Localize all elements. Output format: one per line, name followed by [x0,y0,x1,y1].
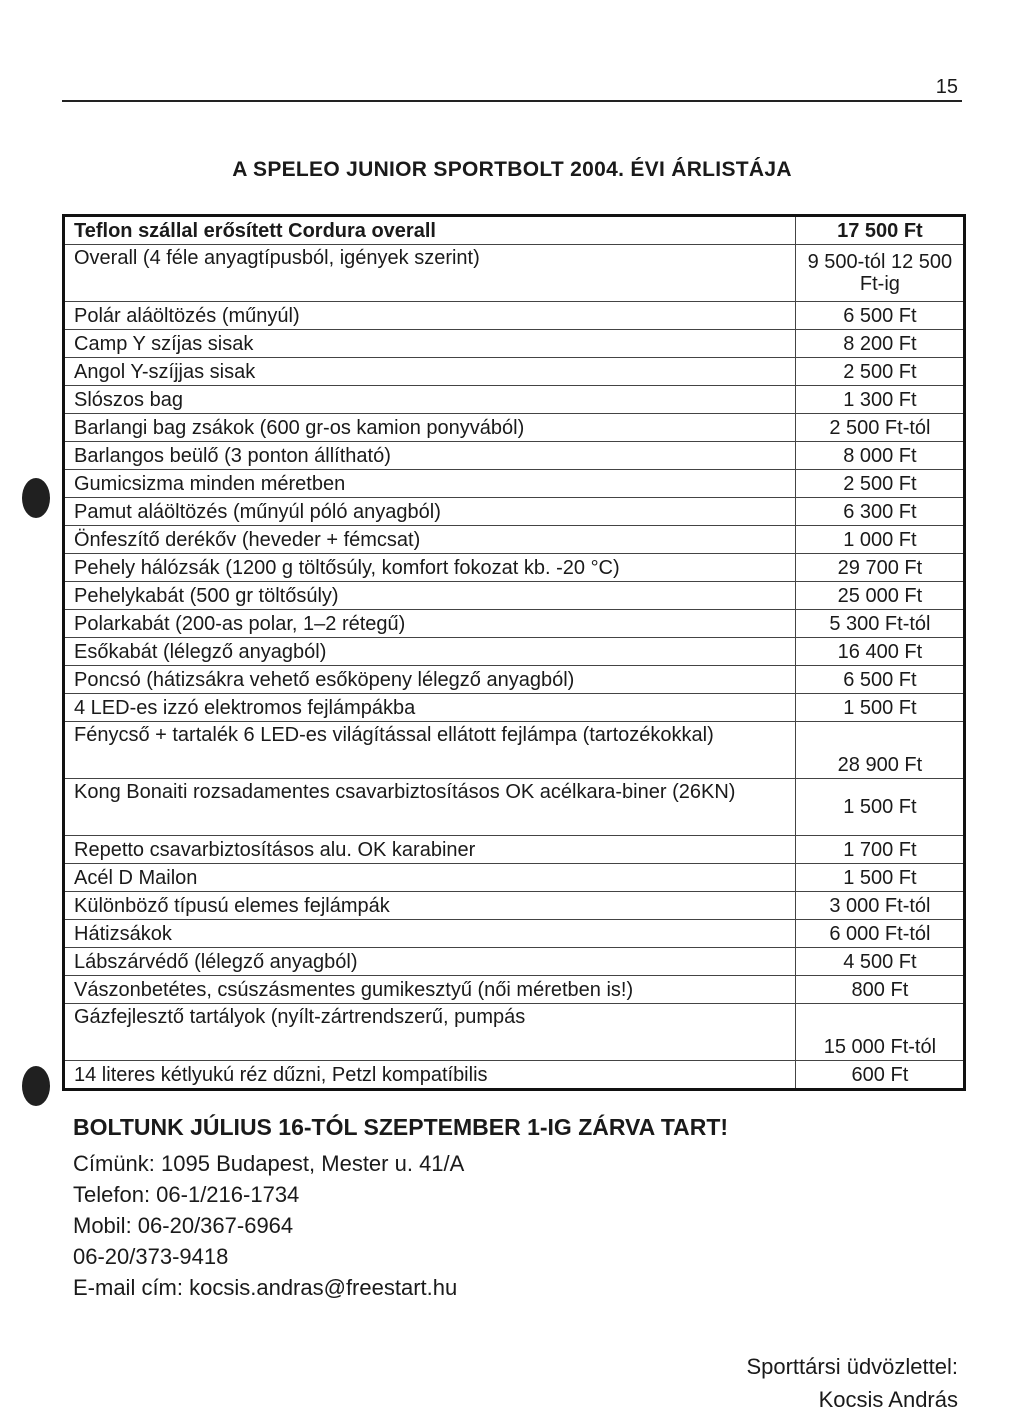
table-row [64,779,965,836]
item-name: Kong Bonaiti rozsadamentes csavarbiztosításos OK acélkara-biner (26KN) [64,779,796,836]
table-row [64,526,965,554]
item-price: 1 500 Ft [795,694,964,722]
table-row [64,694,965,722]
punch-hole [22,478,50,518]
item-price: 2 500 Ft-tól [795,414,964,442]
item-name: Pamut aláöltözés (műnyúl póló anyagból) [64,498,796,526]
header-rule [62,100,962,102]
item-name: Acél D Mailon [64,864,796,892]
item-name: Poncsó (hátizsákra vehető esőköpeny lélegző anyagból) [64,666,796,694]
item-name: Önfeszítő derékőv (heveder + fémcsat) [64,526,796,554]
item-price: 15 000 Ft-tól [795,1004,964,1061]
punch-hole [22,1066,50,1106]
table-row [64,442,965,470]
item-name: Camp Y szíjas sisak [64,330,796,358]
item-price: 2 500 Ft [795,470,964,498]
item-name: Polár aláöltözés (műnyúl) [64,302,796,330]
item-price: 1 000 Ft [795,526,964,554]
item-price: 800 Ft [795,976,964,1004]
mobile-line-2: 06-20/373-9418 [73,1244,229,1269]
table-row [64,216,965,245]
item-name: 4 LED-es izzó elektromos fejlámpákba [64,694,796,722]
table-row [64,554,965,582]
address-line: Címünk: 1095 Budapest, Mester u. 41/A [73,1151,465,1176]
item-name: Vászonbetétes, csúszásmentes gumikesztyű (női méretben is!) [64,976,796,1004]
item-price: 6 300 Ft [795,498,964,526]
table-row [64,948,965,976]
item-price: 6 000 Ft-tól [795,920,964,948]
table-row [64,358,965,386]
item-name: Angol Y-szíjjas sisak [64,358,796,386]
item-price: 4 500 Ft [795,948,964,976]
item-name: 14 literes kétlyukú réz dűzni, Petzl kompatíbilis [64,1061,796,1090]
item-name: Pehelykabát (500 gr töltősúly) [64,582,796,610]
mobile-line: Mobil: 06-20/367-6964 [73,1213,294,1238]
item-price: 1 700 Ft [795,836,964,864]
item-price: 8 000 Ft [795,442,964,470]
item-name: Pehely hálózsák (1200 g töltősúly, komfort fokozat kb. -20 °C) [64,554,796,582]
table-row [64,1004,965,1061]
signature-block [746,1350,958,1416]
greeting: Sporttársi üdvözlettel: [746,1354,958,1379]
item-price: 5 300 Ft-tól [795,610,964,638]
table-row [64,638,965,666]
table-row [64,470,965,498]
table-row [64,920,965,948]
item-name: Overall (4 féle anyagtípusból, igények szerint) [64,245,796,302]
phone-line: Telefon: 06-1/216-1734 [73,1182,300,1207]
item-name: Esőkabát (lélegző anyagból) [64,638,796,666]
item-name: Polarkabát (200-as polar, 1–2 rétegű) [64,610,796,638]
table-row [64,498,965,526]
item-price: 17 500 Ft [795,216,964,245]
item-name: Fénycső + tartalék 6 LED-es világítással ellátott fejlámpa (tartozékokkal) [64,722,796,779]
table-row [64,892,965,920]
item-price: 2 500 Ft [795,358,964,386]
item-name: Teflon szállal erősített Cordura overall [64,216,796,245]
table-row [64,1061,965,1090]
item-price: 1 500 Ft [795,864,964,892]
item-price: 28 900 Ft [795,722,964,779]
closure-notice: BOLTUNK JÚLIUS 16-TÓL SZEPTEMBER 1-IG ZÁRVA TART! [73,1114,729,1140]
item-price: 6 500 Ft [795,666,964,694]
price-list-table [62,214,966,1091]
item-name: Különböző típusú elemes fejlámpák [64,892,796,920]
item-price: 1 300 Ft [795,386,964,414]
table-row [64,302,965,330]
table-row [64,722,965,779]
page-number: 15 [935,76,958,98]
item-price: 1 500 Ft [795,779,964,836]
item-price: 9 500-tól 12 500 Ft-ig [795,245,964,302]
item-price: 6 500 Ft [795,302,964,330]
table-row [64,582,965,610]
item-price: 16 400 Ft [795,638,964,666]
contact-block [73,1148,464,1303]
item-name: Hátizsákok [64,920,796,948]
item-name: Gumicsizma minden méretben [64,470,796,498]
signer-name: Kocsis András [818,1387,958,1412]
item-name: Repetto csavarbiztosításos alu. OK karabiner [64,836,796,864]
item-price: 25 000 Ft [795,582,964,610]
table-row [64,864,965,892]
table-row [64,386,965,414]
item-name: Slószos bag [64,386,796,414]
item-price: 29 700 Ft [795,554,964,582]
table-row [64,245,965,302]
table-row [64,414,965,442]
table-row [64,836,965,864]
table-row [64,976,965,1004]
item-price: 3 000 Ft-tól [795,892,964,920]
email-line: E-mail cím: kocsis.andras@freestart.hu [73,1275,458,1300]
item-name: Barlangos beülő (3 ponton állítható) [64,442,796,470]
document-title: A SPELEO JUNIOR SPORTBOLT 2004. ÉVI ÁRLISTÁJA [232,158,792,181]
table-row [64,330,965,358]
table-row [64,666,965,694]
item-price: 600 Ft [795,1061,964,1090]
item-name: Barlangi bag zsákok (600 gr-os kamion ponyvából) [64,414,796,442]
item-name: Lábszárvédő (lélegző anyagból) [64,948,796,976]
item-name: Gázfejlesztő tartályok (nyílt-zártrendszerű, pumpás [64,1004,796,1061]
item-price: 8 200 Ft [795,330,964,358]
table-row [64,610,965,638]
